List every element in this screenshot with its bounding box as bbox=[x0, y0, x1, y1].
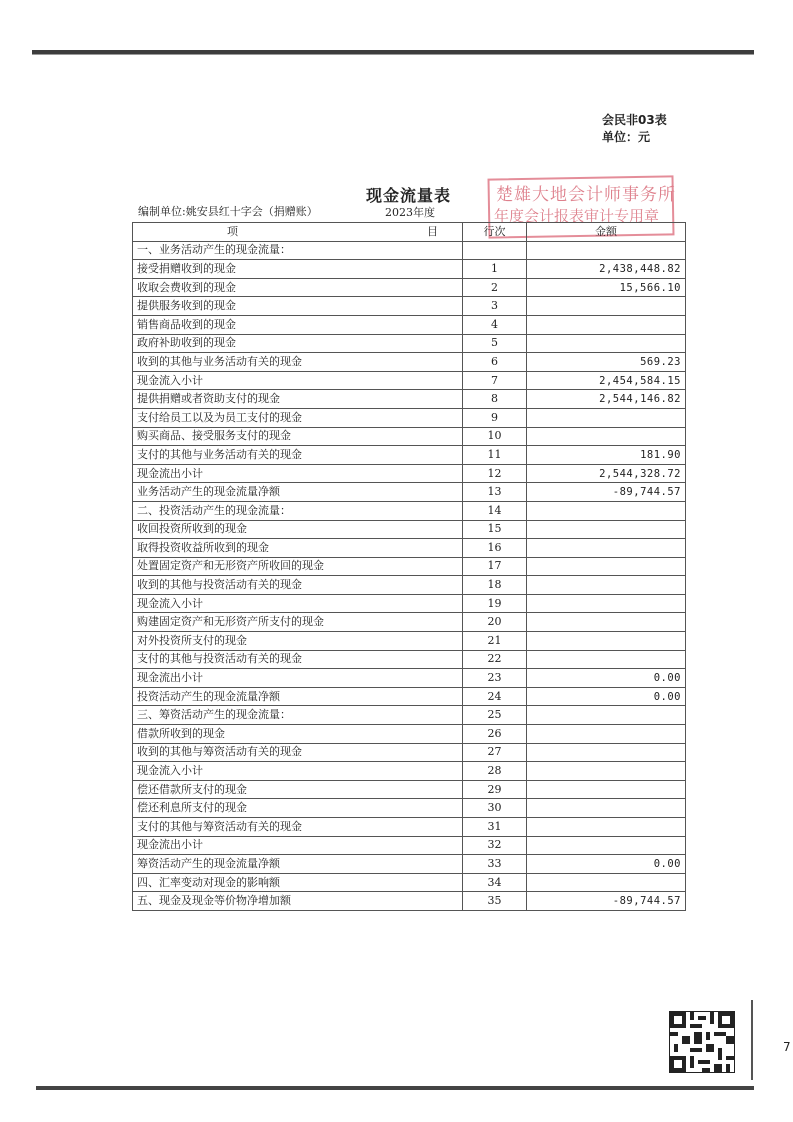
row-item: 现金流入小计 bbox=[133, 371, 463, 390]
row-line-number: 16 bbox=[463, 539, 527, 558]
row-amount bbox=[527, 501, 686, 520]
row-amount bbox=[527, 241, 686, 260]
row-line-number: 31 bbox=[463, 818, 527, 837]
row-line-number: 33 bbox=[463, 855, 527, 874]
row-amount bbox=[527, 427, 686, 446]
table-row bbox=[133, 632, 686, 651]
row-item: 支付的其他与业务活动有关的现金 bbox=[133, 446, 463, 465]
top-rule bbox=[32, 50, 754, 54]
header-item bbox=[133, 223, 463, 242]
row-item: 购建固定资产和无形资产所支付的现金 bbox=[133, 613, 463, 632]
table-row bbox=[133, 427, 686, 446]
row-line-number: 7 bbox=[463, 371, 527, 390]
row-amount bbox=[527, 706, 686, 725]
qr-code-icon bbox=[670, 1012, 734, 1072]
row-item: 现金流出小计 bbox=[133, 669, 463, 688]
row-item: 筹资活动产生的现金流量净额 bbox=[133, 855, 463, 874]
row-amount: -89,744.57 bbox=[527, 892, 686, 911]
row-item: 五、现金及现金等价物净增加额 bbox=[133, 892, 463, 911]
row-item: 提供服务收到的现金 bbox=[133, 297, 463, 316]
row-amount bbox=[527, 520, 686, 539]
header-line: 行次 bbox=[463, 223, 527, 242]
row-item: 支付的其他与投资活动有关的现金 bbox=[133, 650, 463, 669]
table-row bbox=[133, 483, 686, 502]
table-row bbox=[133, 241, 686, 260]
table-row bbox=[133, 353, 686, 372]
table-row bbox=[133, 371, 686, 390]
qr-code-graphic bbox=[670, 1012, 734, 1072]
table-row bbox=[133, 780, 686, 799]
row-amount: 2,438,448.82 bbox=[527, 260, 686, 279]
table-row bbox=[133, 297, 686, 316]
row-item: 收到的其他与筹资活动有关的现金 bbox=[133, 743, 463, 762]
row-item: 偿还借款所支付的现金 bbox=[133, 780, 463, 799]
row-amount bbox=[527, 539, 686, 558]
table-row bbox=[133, 743, 686, 762]
table-row bbox=[133, 315, 686, 334]
row-amount bbox=[527, 780, 686, 799]
row-amount: 0.00 bbox=[527, 669, 686, 688]
table-row bbox=[133, 278, 686, 297]
row-item: 借款所收到的现金 bbox=[133, 725, 463, 744]
row-amount: 2,544,328.72 bbox=[527, 464, 686, 483]
row-amount bbox=[527, 408, 686, 427]
table-header-row bbox=[133, 223, 686, 242]
row-item: 购买商品、接受服务支付的现金 bbox=[133, 427, 463, 446]
row-line-number: 35 bbox=[463, 892, 527, 911]
row-amount: 0.00 bbox=[527, 687, 686, 706]
bottom-rule bbox=[36, 1086, 754, 1090]
table-row bbox=[133, 539, 686, 558]
table-row bbox=[133, 334, 686, 353]
row-line-number: 34 bbox=[463, 873, 527, 892]
table-row bbox=[133, 873, 686, 892]
report-year: 2023年度 bbox=[385, 206, 435, 219]
table-row bbox=[133, 818, 686, 837]
table-row bbox=[133, 650, 686, 669]
row-amount bbox=[527, 594, 686, 613]
row-item: 收取会费收到的现金 bbox=[133, 278, 463, 297]
row-item: 三、筹资活动产生的现金流量： bbox=[133, 706, 463, 725]
row-item: 收到的其他与业务活动有关的现金 bbox=[133, 353, 463, 372]
row-amount: -89,744.57 bbox=[527, 483, 686, 502]
row-line-number: 5 bbox=[463, 334, 527, 353]
table-row bbox=[133, 725, 686, 744]
row-item: 支付的其他与筹资活动有关的现金 bbox=[133, 818, 463, 837]
row-amount bbox=[527, 613, 686, 632]
row-amount: 2,544,146.82 bbox=[527, 390, 686, 409]
row-item: 收到的其他与投资活动有关的现金 bbox=[133, 576, 463, 595]
row-item: 处置固定资产和无形资产所收回的现金 bbox=[133, 557, 463, 576]
row-item: 取得投资收益所收到的现金 bbox=[133, 539, 463, 558]
table-row bbox=[133, 260, 686, 279]
row-item: 接受捐赠收到的现金 bbox=[133, 260, 463, 279]
row-line-number: 14 bbox=[463, 501, 527, 520]
preparing-organization: 编制单位:姚安县红十字会（捐赠账） bbox=[138, 205, 318, 218]
row-amount: 569.23 bbox=[527, 353, 686, 372]
row-item: 政府补助收到的现金 bbox=[133, 334, 463, 353]
cash-flow-table bbox=[132, 222, 686, 911]
row-line-number: 29 bbox=[463, 780, 527, 799]
row-amount bbox=[527, 873, 686, 892]
row-item: 支付给员工以及为员工支付的现金 bbox=[133, 408, 463, 427]
row-line-number: 8 bbox=[463, 390, 527, 409]
form-code-block bbox=[602, 112, 667, 146]
row-line-number: 32 bbox=[463, 836, 527, 855]
header-item-right: 目 bbox=[427, 224, 438, 238]
row-amount bbox=[527, 557, 686, 576]
row-item: 提供捐赠或者资助支付的现金 bbox=[133, 390, 463, 409]
row-line-number: 10 bbox=[463, 427, 527, 446]
stamp-line-1: 楚雄大地会计师事务所 bbox=[496, 185, 676, 205]
table-row bbox=[133, 408, 686, 427]
row-amount bbox=[527, 632, 686, 651]
table-row bbox=[133, 855, 686, 874]
row-line-number: 30 bbox=[463, 799, 527, 818]
row-line-number: 28 bbox=[463, 762, 527, 781]
table-row bbox=[133, 594, 686, 613]
row-amount bbox=[527, 576, 686, 595]
row-amount bbox=[527, 650, 686, 669]
table-row bbox=[133, 762, 686, 781]
row-line-number: 21 bbox=[463, 632, 527, 651]
table-row bbox=[133, 520, 686, 539]
row-item: 销售商品收到的现金 bbox=[133, 315, 463, 334]
row-line-number: 17 bbox=[463, 557, 527, 576]
row-line-number: 22 bbox=[463, 650, 527, 669]
table-row bbox=[133, 464, 686, 483]
row-line-number: 26 bbox=[463, 725, 527, 744]
row-line-number: 12 bbox=[463, 464, 527, 483]
table-body bbox=[133, 241, 686, 910]
row-item: 收回投资所收到的现金 bbox=[133, 520, 463, 539]
row-item: 四、汇率变动对现金的影响额 bbox=[133, 873, 463, 892]
table-row bbox=[133, 390, 686, 409]
header-item-left: 项 bbox=[227, 224, 238, 238]
currency-unit: 单位：元 bbox=[602, 130, 651, 144]
row-item: 业务活动产生的现金流量净额 bbox=[133, 483, 463, 502]
table-row bbox=[133, 501, 686, 520]
row-amount bbox=[527, 334, 686, 353]
row-line-number: 13 bbox=[463, 483, 527, 502]
row-item: 现金流出小计 bbox=[133, 464, 463, 483]
table-row bbox=[133, 446, 686, 465]
row-line-number: 1 bbox=[463, 260, 527, 279]
row-line-number: 18 bbox=[463, 576, 527, 595]
row-line-number bbox=[463, 241, 527, 260]
row-amount bbox=[527, 818, 686, 837]
row-amount bbox=[527, 836, 686, 855]
row-line-number: 23 bbox=[463, 669, 527, 688]
table-row bbox=[133, 557, 686, 576]
row-line-number: 27 bbox=[463, 743, 527, 762]
stamp-line-2: 年度会计报表审计专用章 bbox=[494, 207, 660, 225]
row-item: 投资活动产生的现金流量净额 bbox=[133, 687, 463, 706]
row-line-number: 25 bbox=[463, 706, 527, 725]
table-row bbox=[133, 892, 686, 911]
table-row bbox=[133, 836, 686, 855]
row-amount bbox=[527, 799, 686, 818]
row-amount: 15,566.10 bbox=[527, 278, 686, 297]
row-amount: 2,454,584.15 bbox=[527, 371, 686, 390]
row-line-number: 19 bbox=[463, 594, 527, 613]
right-margin-rule bbox=[751, 1000, 753, 1080]
header-amount: 金额 bbox=[527, 223, 686, 242]
row-line-number: 15 bbox=[463, 520, 527, 539]
row-item: 一、业务活动产生的现金流量： bbox=[133, 241, 463, 260]
row-item: 二、投资活动产生的现金流量： bbox=[133, 501, 463, 520]
row-amount bbox=[527, 315, 686, 334]
row-amount: 181.90 bbox=[527, 446, 686, 465]
page-number: 7 bbox=[783, 1040, 791, 1054]
row-amount bbox=[527, 743, 686, 762]
row-item: 现金流入小计 bbox=[133, 762, 463, 781]
report-title: 现金流量表 bbox=[366, 186, 452, 205]
row-line-number: 3 bbox=[463, 297, 527, 316]
table-row bbox=[133, 669, 686, 688]
row-amount: 0.00 bbox=[527, 855, 686, 874]
table-row bbox=[133, 576, 686, 595]
form-code: 会民非03表 bbox=[602, 113, 667, 127]
row-line-number: 11 bbox=[463, 446, 527, 465]
row-line-number: 6 bbox=[463, 353, 527, 372]
row-item: 偿还利息所支付的现金 bbox=[133, 799, 463, 818]
row-line-number: 20 bbox=[463, 613, 527, 632]
table-row bbox=[133, 706, 686, 725]
row-line-number: 9 bbox=[463, 408, 527, 427]
row-line-number: 4 bbox=[463, 315, 527, 334]
row-item: 现金流出小计 bbox=[133, 836, 463, 855]
table-row bbox=[133, 799, 686, 818]
row-item: 对外投资所支付的现金 bbox=[133, 632, 463, 651]
row-amount bbox=[527, 297, 686, 316]
row-amount bbox=[527, 725, 686, 744]
row-line-number: 24 bbox=[463, 687, 527, 706]
table-row bbox=[133, 613, 686, 632]
row-line-number: 2 bbox=[463, 278, 527, 297]
row-item: 现金流入小计 bbox=[133, 594, 463, 613]
table-row bbox=[133, 687, 686, 706]
row-amount bbox=[527, 762, 686, 781]
